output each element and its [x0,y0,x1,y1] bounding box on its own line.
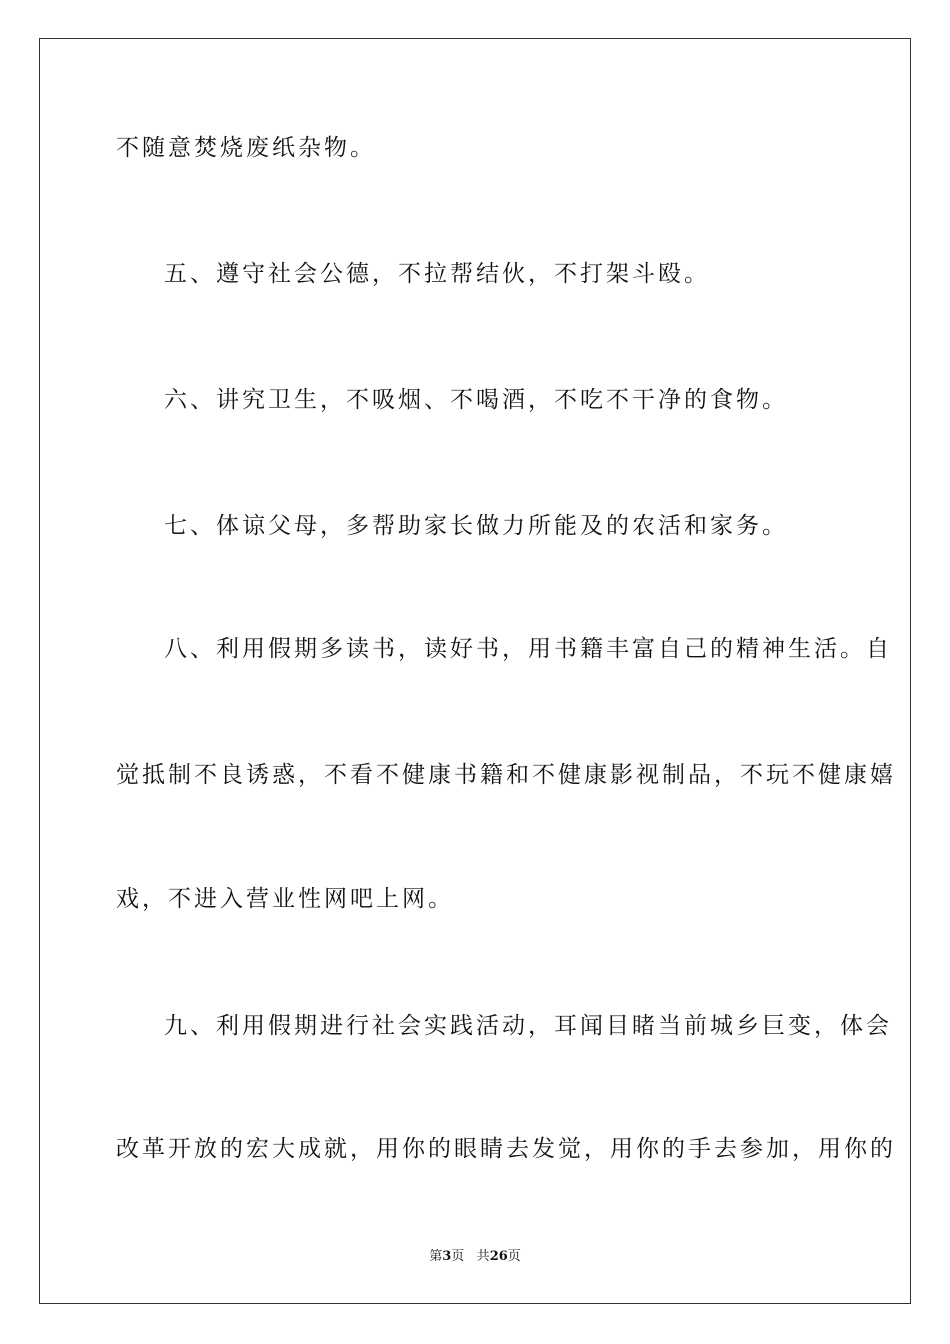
text-line-6: 觉抵制不良诱惑，不看不健康书籍和不健康影视制品，不玩不健康嬉 [116,762,896,788]
footer-total-number: 26 [489,1249,508,1264]
footer-total-suffix: 页 [507,1249,521,1264]
footer-total-prefix: 共 [476,1249,490,1264]
page-border [39,38,911,1304]
text-line-1: 不随意焚烧废纸杂物。 [116,135,376,161]
text-line-8: 九、利用假期进行社会实践活动，耳闻目睹当前城乡巨变，体会 [164,1013,892,1039]
text-line-3: 六、讲究卫生，不吸烟、不喝酒，不吃不干净的食物。 [164,387,788,413]
text-line-2: 五、遵守社会公德，不拉帮结伙，不打架斗殴。 [164,261,710,287]
footer-page-number: 3 [442,1249,452,1264]
page-footer [0,1248,950,1266]
text-line-4: 七、体谅父母，多帮助家长做力所能及的农活和家务。 [164,513,788,539]
text-line-7: 戏，不进入营业性网吧上网。 [116,886,454,912]
footer-page-prefix: 第 [429,1249,443,1264]
footer-page-suffix: 页 [451,1249,465,1264]
text-line-9: 改革开放的宏大成就，用你的眼睛去发觉，用你的手去参加，用你的 [116,1136,896,1162]
text-line-5: 八、利用假期多读书，读好书，用书籍丰富自己的精神生活。自 [164,636,892,662]
